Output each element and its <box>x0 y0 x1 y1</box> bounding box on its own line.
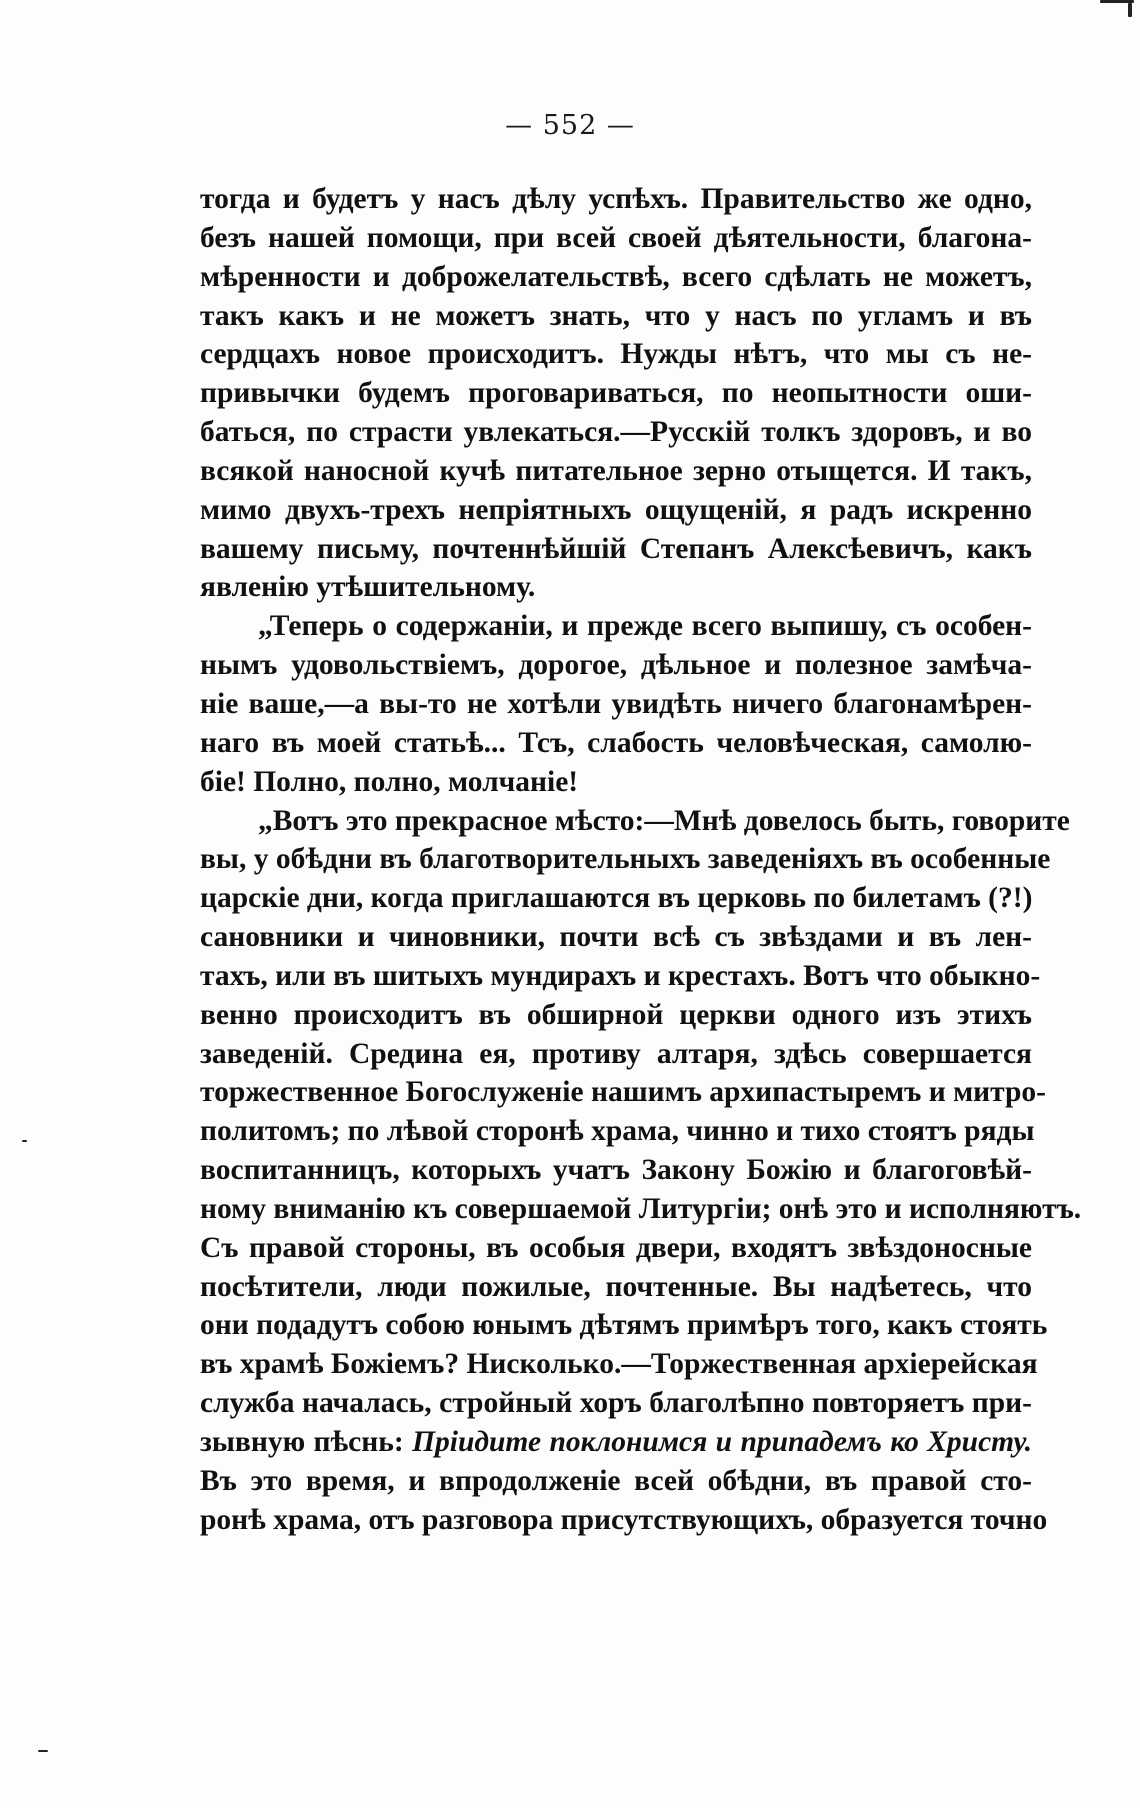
text-line: въ храмѣ Божіемъ? Нисколько.—Торжественная архіерейская <box>200 1348 1038 1381</box>
text-line: тогда и будетъ у насъ дѣлу успѣхъ. Правительство же одно, <box>200 183 1032 215</box>
text-line: такъ какъ и не можетъ знать, что у насъ по угламъ и въ <box>200 299 1032 332</box>
scan-mark-bottom-left <box>38 1750 48 1752</box>
text-line: безъ нашей помощи, при всей своей дѣятельности, благона- <box>200 221 1032 254</box>
text-line: „Теперь о содержаніи, и прежде всего выпишу, съ особен- <box>258 610 1032 643</box>
text-line: воспитанницъ, которыхъ учатъ Закону Божію и благоговѣй- <box>200 1154 1032 1187</box>
text-line: Въ это время, и впродолженіе всей обѣдни, въ правой сто- <box>200 1464 1032 1497</box>
text-line: ному вниманію къ совершаемой Литургіи; онѣ это и исполняютъ. <box>200 1192 1082 1225</box>
text-line: служба началась, стройный хоръ благолѣпно повторяетъ при- <box>200 1387 1032 1420</box>
text-line: торжественное Богослуженіе нашимъ архипастыремъ и митро- <box>200 1076 1047 1109</box>
text-line: вы, у обѣдни въ благотворительныхъ заведеніяхъ въ особенные <box>200 843 1051 876</box>
text-line: „Вотъ это прекрасное мѣсто:—Мнѣ довелось быть, говорите <box>258 804 1070 837</box>
text-line: всякой наносной кучѣ питательное зерно отыщется. И такъ, <box>200 454 1032 487</box>
text-line: царскіе дни, когда приглашаются въ церковь по билетамъ (?!) <box>200 882 1033 915</box>
text-line: вашему письму, почтеннѣйшій Степанъ Алексѣевичъ, какъ <box>200 532 1032 565</box>
text-line: тахъ, или въ шитыхъ мундирахъ и крестахъ. Вотъ что обыкно- <box>200 959 1041 992</box>
italic-quote: Пріидите поклонимся и припадемъ ко Христу. <box>412 1426 1033 1458</box>
text-line: посѣтители, люди пожилые, почтенные. Вы надѣетесь, что <box>200 1270 1032 1303</box>
text-line: ніе ваше,—а вы-то не хотѣли увидѣть ничего благонамѣрен- <box>200 687 1032 720</box>
text-line: сердцахъ новое происходитъ. Нужды нѣтъ, что мы съ не- <box>200 338 1032 371</box>
text-line: они подадутъ собою юнымъ дѣтямъ примѣръ того, какъ стоять <box>200 1309 1048 1342</box>
text-line: сановники и чиновники, почти всѣ съ звѣздами и въ лен- <box>200 921 1032 954</box>
scan-mark-left <box>22 1140 27 1142</box>
page-number: — 552 — <box>505 110 635 141</box>
text-line: мимо двухъ-трехъ непріятныхъ ощущеній, я радъ искренно <box>200 493 1032 526</box>
text-line: баться, по страсти увлекаться.—Русскій толкъ здоровъ, и во <box>200 416 1032 449</box>
text-line: венно происходитъ въ обширной церкви одного изъ этихъ <box>200 998 1032 1031</box>
text-line: заведеній. Средина ея, противу алтаря, здѣсь совершается <box>200 1037 1032 1070</box>
text-line: привычки будемъ проговариваться, по неопытности оши- <box>200 377 1032 410</box>
text-line-with-italic <box>200 1423 1032 1462</box>
text-line: мѣренности и доброжелательствѣ, всего сдѣлать не можетъ, <box>200 260 1032 293</box>
text-line: наго въ моей статьѣ... Тсъ, слабость человѣческая, самолю- <box>200 726 1032 759</box>
text-line: нымъ удовольствіемъ, дорогое, дѣльное и полезное замѣча- <box>200 649 1032 682</box>
text-line: политомъ; по лѣвой сторонѣ храма, чинно и тихо стоятъ ряды <box>200 1115 1035 1148</box>
text-line: явленію утѣшительному. <box>200 571 536 604</box>
text-fragment: зывную пѣснь: <box>200 1426 404 1458</box>
scan-mark-top-right-2 <box>1128 3 1132 17</box>
text-line: біе! Полно, полно, молчаніе! <box>200 765 579 798</box>
text-line: ронѣ храма, отъ разговора присутствующихъ, образуется точно <box>200 1503 1048 1536</box>
text-line: Съ правой стороны, въ особыя двери, входятъ звѣздоносные <box>200 1231 1032 1264</box>
body-text <box>200 180 1082 1540</box>
